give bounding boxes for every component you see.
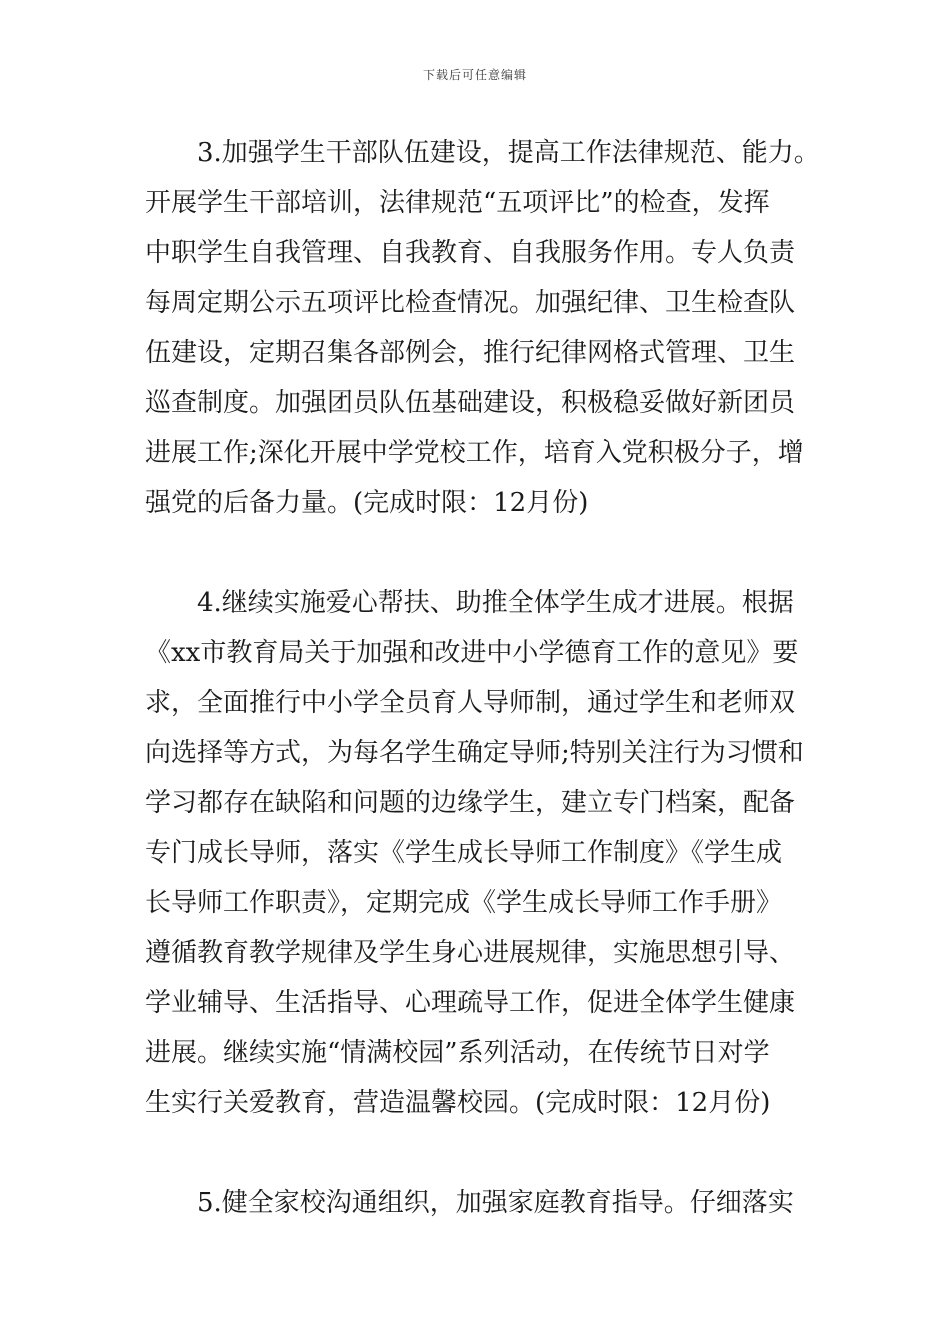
paragraph-line: 每周定期公示五项评比检查情况。加强纪律、卫生检查队 <box>145 288 796 318</box>
paragraph-line: 3.加强学生干部队伍建设，提高工作法律规范、能力。 <box>197 138 820 168</box>
paragraph-line: 向选择等方式，为每名学生确定导师;特别关注行为习惯和 <box>145 738 804 768</box>
paragraph-line: 进展。继续实施“情满校园”系列活动，在传统节日对学 <box>145 1038 770 1068</box>
paragraph-line: 开展学生干部培训，法律规范“五项评比”的检查，发挥 <box>145 188 770 218</box>
page-header: 下载后可任意编辑 <box>422 68 527 82</box>
paragraph-line: 生实行关爱教育，营造温馨校园。(完成时限：12月份) <box>145 1088 771 1118</box>
paragraph-line: 中职学生自我管理、自我教育、自我服务作用。专人负责 <box>145 238 796 268</box>
paragraph-line: 长导师工作职责》，定期完成《学生成长导师工作手册》 <box>145 888 783 918</box>
paragraph-line: 巡查制度。加强团员队伍基础建设，积极稳妥做好新团员 <box>145 388 796 418</box>
paragraph-line: 求，全面推行中小学全员育人导师制，通过学生和老师双 <box>145 688 796 718</box>
paragraph-spacer <box>145 528 815 578</box>
paragraph-line: 4.继续实施爱心帮扶、助推全体学生成才进展。根据 <box>197 588 794 618</box>
paragraph-spacer <box>145 1128 815 1178</box>
paragraph-line: 5.健全家校沟通组织，加强家庭教育指导。仔细落实 <box>197 1188 794 1218</box>
paragraph-5 <box>145 1178 815 1228</box>
paragraph-line: 专门成长导师，落实《学生成长导师工作制度》《学生成 <box>145 838 783 868</box>
paragraph-line: 强党的后备力量。(完成时限：12月份) <box>145 488 589 518</box>
paragraph-line: 《xx市教育局关于加强和改进中小学德育工作的意见》要 <box>145 638 799 668</box>
paragraph-line: 遵循教育教学规律及学生身心进展规律，实施思想引导、 <box>145 938 796 968</box>
paragraph-3 <box>145 128 820 528</box>
document-body <box>145 128 820 1228</box>
paragraph-line: 学业辅导、生活指导、心理疏导工作，促进全体学生健康 <box>145 988 796 1018</box>
paragraph-line: 学习都存在缺陷和问题的边缘学生，建立专门档案，配备 <box>145 788 796 818</box>
paragraph-line: 伍建设，定期召集各部例会，推行纪律网格式管理、卫生 <box>145 338 796 368</box>
paragraph-line: 进展工作;深化开展中学党校工作，培育入党积极分子，增 <box>145 438 804 468</box>
paragraph-4 <box>145 578 815 1128</box>
